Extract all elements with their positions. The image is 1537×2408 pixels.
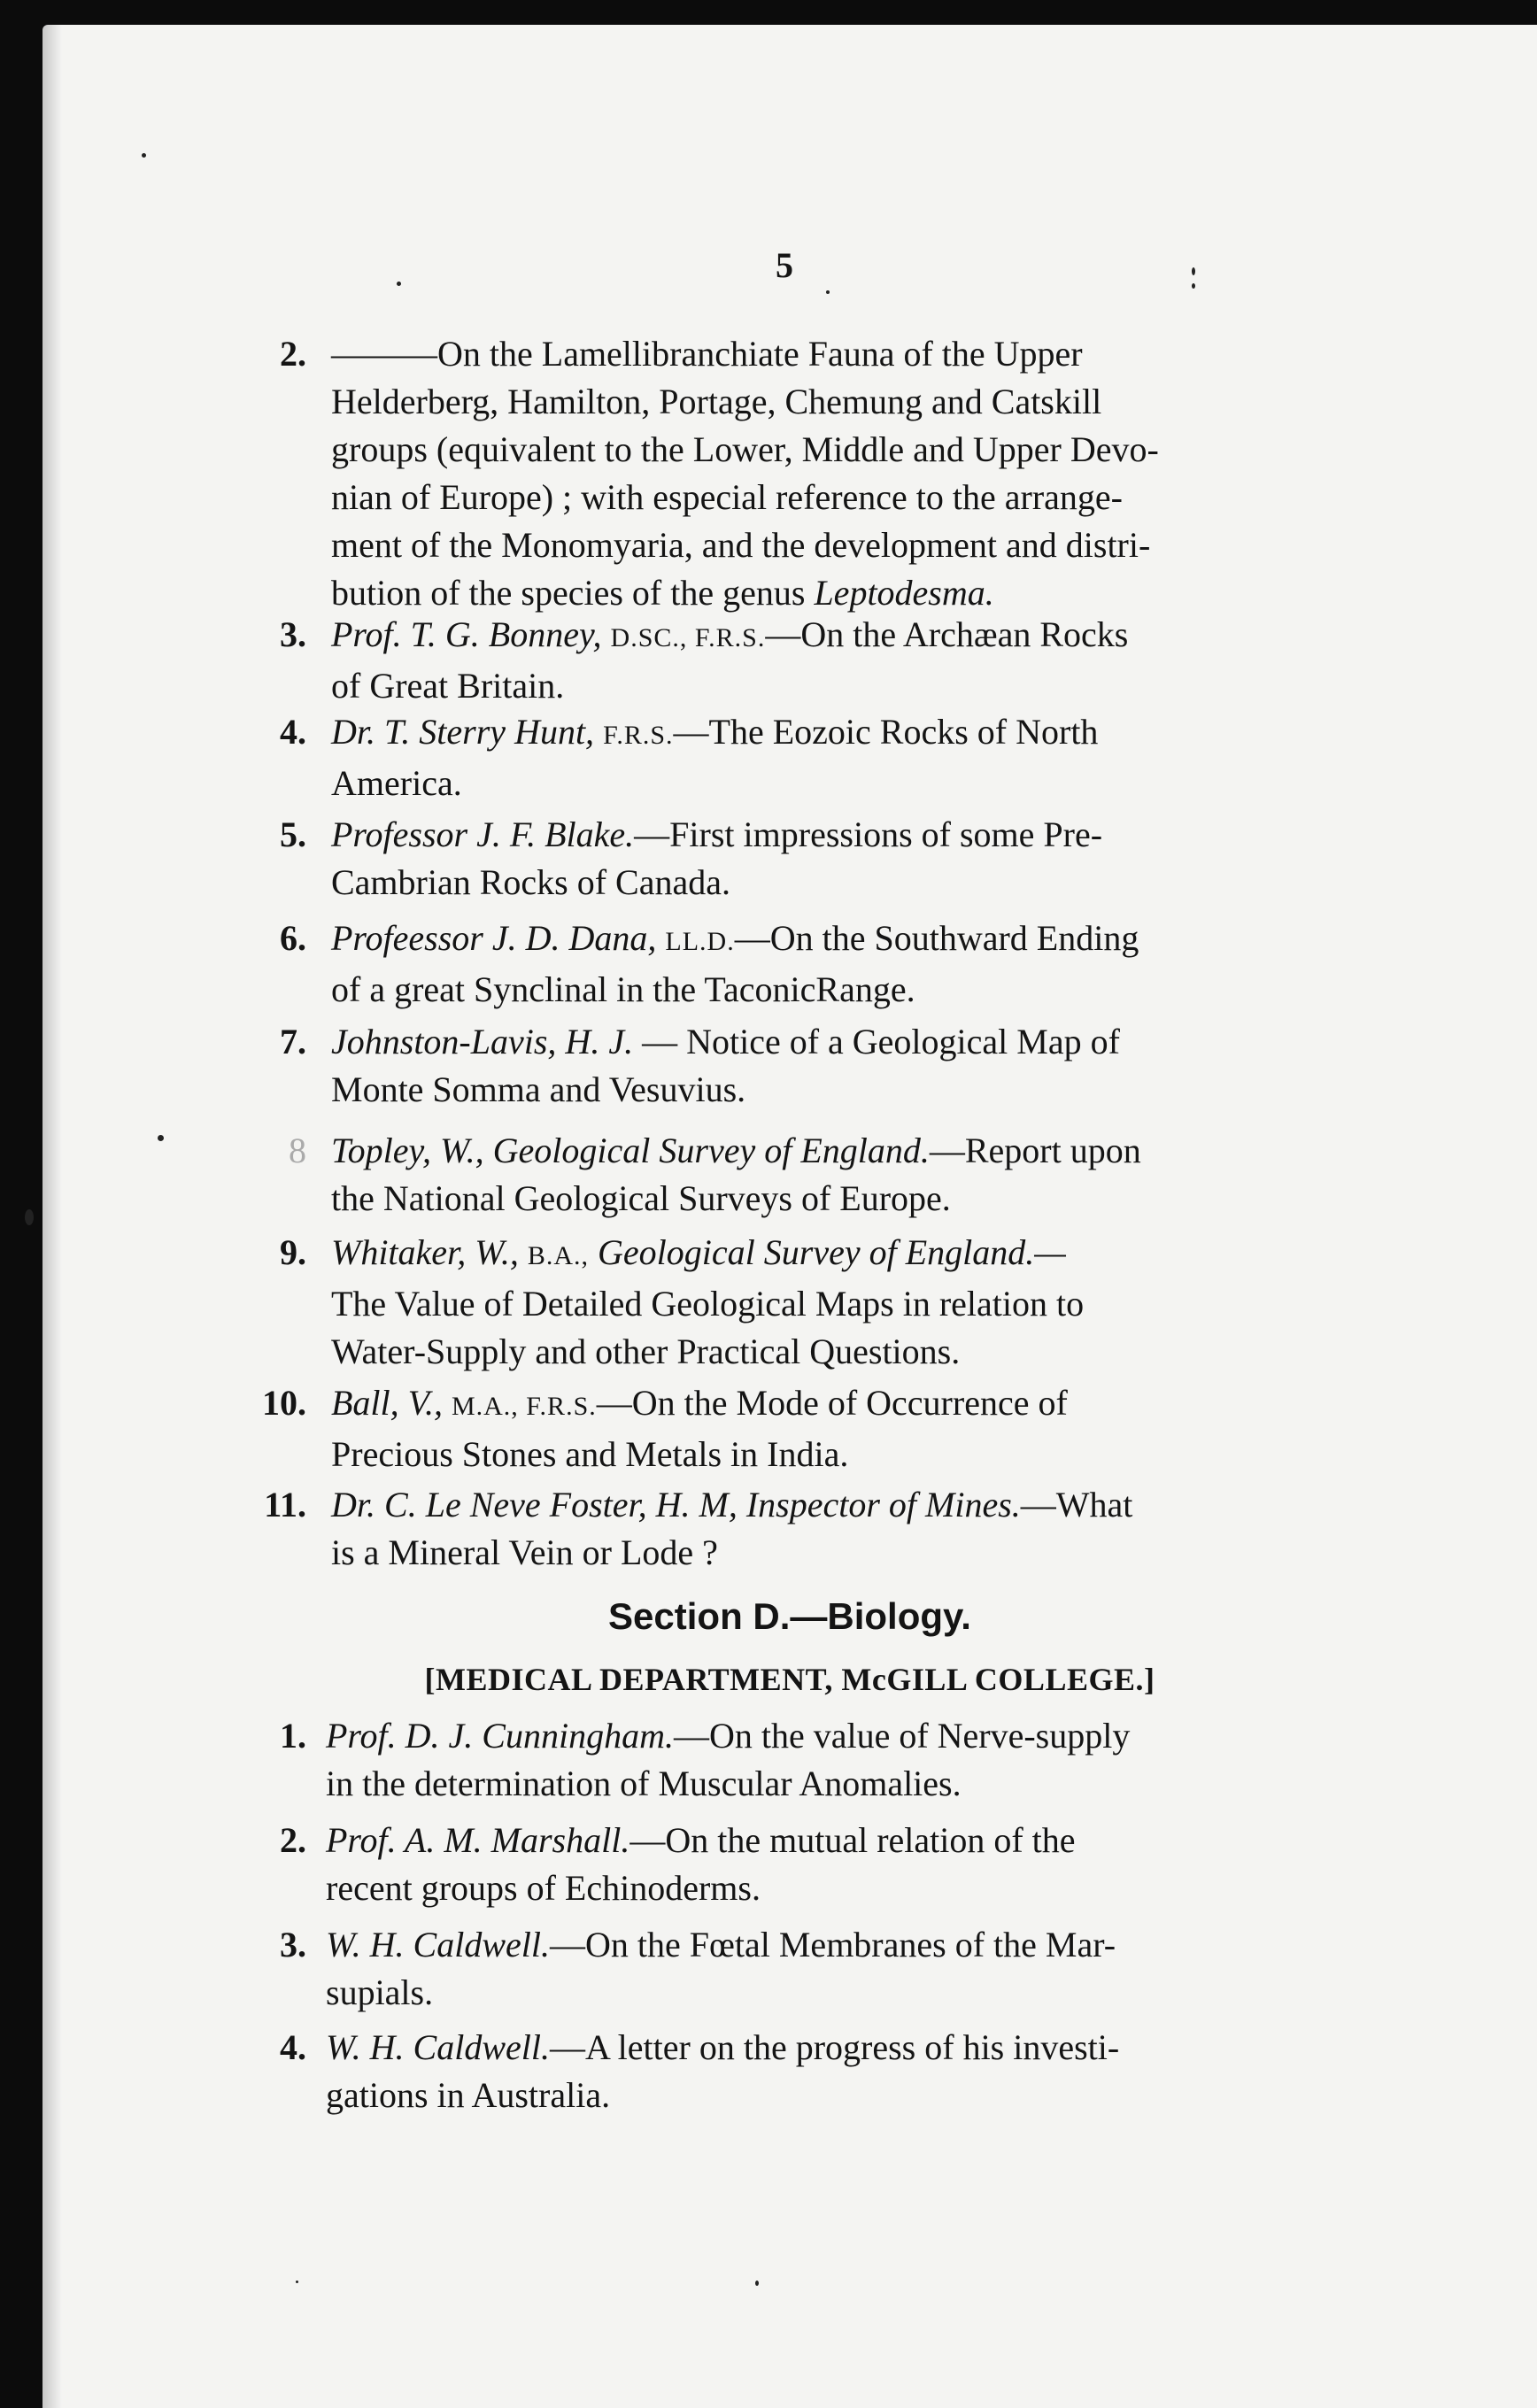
text-line (331, 1481, 1243, 1529)
author-name: W. H. Caldwell. (326, 2027, 550, 2067)
text-line (331, 1018, 1243, 1066)
scan-speck (755, 2281, 759, 2286)
page-number: 5 (776, 245, 793, 285)
text-line: nian of Europe) ; with especial reference to the arrange- (331, 477, 1123, 517)
text-line: ———On the Lamellibranchiate Fauna of the Upper (331, 334, 1083, 374)
scan-speck (1192, 283, 1195, 289)
item-text (331, 915, 1243, 1014)
author-degree: F.R.S. (603, 721, 674, 750)
item-number: 8 (289, 1131, 306, 1170)
paper-title: —First impressions of some Pre- (634, 814, 1103, 854)
author-name: Prof. T. G. Bonney, (331, 614, 602, 654)
text-line (326, 1921, 1238, 1969)
text-line (331, 811, 1243, 859)
scan-speck (826, 290, 830, 294)
text-line (331, 1127, 1243, 1175)
paper-title: —The Eozoic Rocks of North (673, 712, 1099, 752)
item-text (326, 1712, 1238, 1808)
paper-title: —Report upon (929, 1131, 1141, 1170)
text-line: Precious Stones and Metals in India. (331, 1434, 849, 1474)
text-line: ment of the Monomyaria, and the development and distri- (331, 525, 1151, 565)
paper-title: —On the Mode of Occurrence of (596, 1383, 1068, 1423)
page-edge-shadow (42, 25, 62, 2408)
text-line: Water-Supply and other Practical Questions. (331, 1331, 961, 1371)
text-line: supials. (326, 1972, 434, 2012)
scan-speck (25, 1209, 34, 1225)
text-line: America. (331, 763, 462, 803)
item-number: 2. (280, 1820, 306, 1860)
document-page (42, 25, 1537, 2408)
item-text (331, 1229, 1243, 1376)
text-line (331, 708, 1243, 760)
item-number: 2. (280, 334, 306, 374)
text-line (326, 1817, 1238, 1864)
scan-speck (397, 282, 401, 286)
author-name: Johnston-Lavis, H. J. (331, 1022, 634, 1061)
author-name: Dr. C. Le Neve Foster, H. M, Inspector of Mines. (331, 1485, 1021, 1524)
author-name: Topley, W., Geological Survey of England. (331, 1131, 930, 1170)
item-text (331, 811, 1243, 907)
paper-title: —On the Southward Ending (734, 918, 1139, 958)
paper-title: — Notice of a Geological Map of (642, 1022, 1120, 1061)
author-name: Prof. D. J. Cunningham. (326, 1716, 674, 1756)
author-name: Ball, V., (331, 1383, 443, 1423)
item-number: 4. (280, 2027, 306, 2067)
paper-title: —On the mutual relation of the (629, 1820, 1076, 1860)
text-line: Cambrian Rocks of Canada. (331, 862, 730, 902)
text-line: the National Geological Surveys of Europe. (331, 1178, 951, 1218)
author-name: Professor J. F. Blake. (331, 814, 635, 854)
scan-speck (158, 1135, 164, 1141)
paper-title: —On the value of Nerve-supply (673, 1716, 1131, 1756)
paper-title: —What (1020, 1485, 1133, 1524)
scan-speck (1192, 267, 1195, 275)
item-number: 7. (280, 1022, 306, 1061)
item-text (331, 1481, 1243, 1577)
text-line (331, 1229, 1243, 1280)
item-text (331, 1379, 1243, 1478)
text-line: in the determination of Muscular Anomalies. (326, 1764, 962, 1803)
section-heading: Section D.—Biology. (608, 1595, 971, 1637)
author-name: Prof. A. M. Marshall. (326, 1820, 630, 1860)
item-number: 6. (280, 918, 306, 958)
text-line: gations in Australia. (326, 2075, 611, 2115)
author-name: Profeessor J. D. Dana, (331, 918, 657, 958)
item-number: 10. (262, 1383, 306, 1423)
author-affiliation: Geological Survey of England.— (598, 1232, 1066, 1272)
text-line (326, 2024, 1238, 2072)
text-line (331, 611, 1243, 662)
text-line: Helderberg, Hamilton, Portage, Chemung and Catskill (331, 382, 1102, 421)
item-text (331, 611, 1243, 710)
scan-speck (296, 2281, 298, 2283)
author-degree: LL.D. (665, 927, 735, 956)
item-text (326, 1921, 1238, 2017)
author-degree: M.A., F.R.S. (451, 1392, 597, 1421)
item-number: 5. (280, 814, 306, 854)
author-degree: D.SC., F.R.S. (610, 623, 766, 652)
item-number: 9. (280, 1232, 306, 1272)
text-line: is a Mineral Vein or Lode ? (331, 1532, 718, 1572)
item-text (331, 1018, 1243, 1114)
text-line-start: bution of the species of the genus (331, 573, 806, 613)
paper-title: —On the Archæan Rocks (765, 614, 1129, 654)
text-line (331, 569, 1243, 617)
text-line: of Great Britain. (331, 666, 565, 706)
item-text (331, 708, 1243, 807)
author-name: Whitaker, W., (331, 1232, 519, 1272)
item-text (326, 1817, 1238, 1912)
item-number: 4. (280, 712, 306, 752)
item-number: 1. (280, 1716, 306, 1756)
department-subheading: [MEDICAL DEPARTMENT, McGILL COLLEGE.] (424, 1662, 1155, 1697)
paper-title: —A letter on the progress of his investi- (550, 2027, 1120, 2067)
text-line: Monte Somma and Vesuvius. (331, 1069, 746, 1109)
text-line (331, 915, 1243, 966)
text-line: of a great Synclinal in the TaconicRange. (331, 969, 915, 1009)
author-degree: B.A., (527, 1241, 590, 1270)
item-number: 3. (280, 614, 306, 654)
author-name: W. H. Caldwell. (326, 1925, 550, 1964)
item-number: 3. (280, 1925, 306, 1964)
text-line: groups (equivalent to the Lower, Middle and Upper Devo- (331, 429, 1159, 469)
item-text (331, 1127, 1243, 1223)
item-number: 11. (264, 1485, 306, 1524)
text-line (326, 1712, 1238, 1760)
paper-title: —On the Fœtal Membranes of the Mar- (550, 1925, 1116, 1964)
item-text (326, 2024, 1238, 2119)
item-text (331, 330, 1243, 617)
text-line: recent groups of Echinoderms. (326, 1868, 761, 1908)
text-line (331, 1379, 1243, 1431)
text-line: The Value of Detailed Geological Maps in relation to (331, 1284, 1085, 1324)
genus-name: Leptodesma. (814, 573, 994, 613)
author-name: Dr. T. Sterry Hunt, (331, 712, 595, 752)
scan-speck (142, 153, 146, 158)
